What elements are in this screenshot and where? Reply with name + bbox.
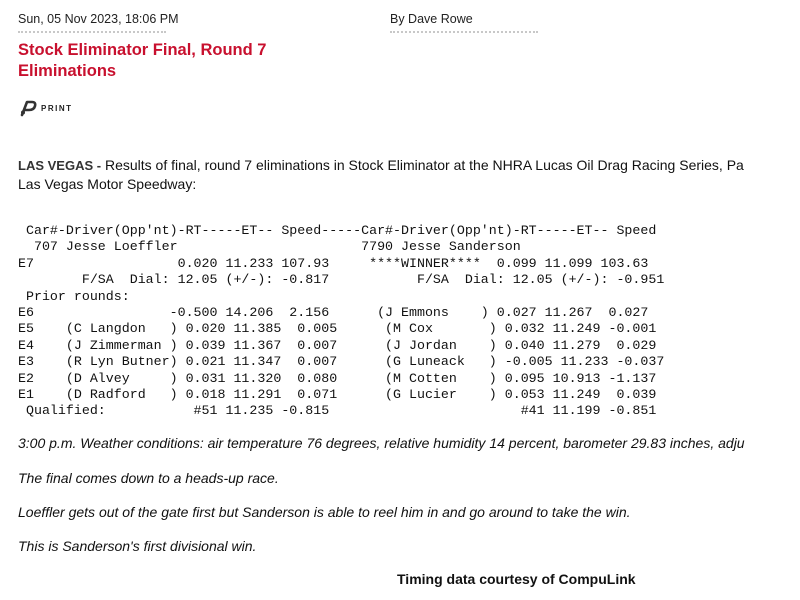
dateline: LAS VEGAS -: [18, 158, 102, 173]
results-line: E4 (J Zimmerman ) 0.039 11.367 0.007 (J Jordan ) 0.040 11.279 0.029: [18, 337, 657, 353]
title-line-1: Stock Eliminator Final, Round 7: [18, 41, 267, 59]
article-author: By Dave Rowe: [390, 12, 473, 26]
results-line: Qualified: #51 11.235 -0.815 #41 11.199 -0.851: [18, 403, 657, 419]
author-divider: [390, 31, 538, 33]
print-button[interactable]: [18, 100, 73, 117]
intro-text: Results of final, round 7 eliminations in Stock Eliminator at the NHRA Lucas Oil Drag Racing Series, Pa: [101, 157, 744, 173]
date-divider: [18, 31, 166, 33]
story-paragraph: This is Sanderson's first divisional win.: [18, 538, 257, 554]
results-line: E1 (D Radford ) 0.018 11.291 0.071 (G Lucier ) 0.053 11.249 0.039: [18, 387, 657, 403]
results-line: 707 Jesse Loeffler 7790 Jesse Sanderson: [18, 239, 521, 255]
print-label: PRINT: [41, 104, 73, 113]
results-line: E5 (C Langdon ) 0.020 11.385 0.005 (M Cox ) 0.032 11.249 -0.001: [18, 321, 657, 337]
print-logo-icon: [18, 100, 38, 117]
weather-paragraph: 3:00 p.m. Weather conditions: air temperature 76 degrees, relative humidity 14 percent, barometer 29.83 inches, adju: [18, 435, 745, 451]
results-line: Prior rounds:: [18, 288, 130, 304]
results-line: E6 -0.500 14.206 2.156 (J Emmons ) 0.027 11.267 0.027: [18, 305, 649, 321]
results-line: E7 0.020 11.233 107.93 ****WINNER**** 0.099 11.099 103.63: [18, 255, 649, 271]
results-table: [18, 223, 664, 420]
page-title: [18, 40, 378, 82]
intro-text-line2: Las Vegas Motor Speedway:: [18, 176, 197, 192]
results-line: F/SA Dial: 12.05 (+/-): -0.817 F/SA Dial: 12.05 (+/-): -0.951: [18, 272, 665, 288]
results-line: E2 (D Alvey ) 0.031 11.320 0.080 (M Cotten ) 0.095 10.913 -1.137: [18, 370, 657, 386]
story-paragraph: The final comes down to a heads-up race.: [18, 470, 279, 486]
article-date: Sun, 05 Nov 2023, 18:06 PM: [18, 12, 179, 26]
timing-credit: Timing data courtesy of CompuLink: [397, 571, 636, 587]
intro-paragraph: [18, 156, 800, 193]
results-line: E3 (R Lyn Butner) 0.021 11.347 0.007 (G Luneack ) -0.005 11.233 -0.037: [18, 354, 665, 370]
title-line-2: Eliminations: [18, 62, 117, 80]
results-line: Car#-Driver(Opp'nt)-RT-----ET-- Speed-----Car#-Driver(Opp'nt)-RT-----ET-- Speed: [18, 223, 657, 238]
story-paragraph: Loeffler gets out of the gate first but Sanderson is able to reel him in and go around to take the win.: [18, 504, 631, 520]
